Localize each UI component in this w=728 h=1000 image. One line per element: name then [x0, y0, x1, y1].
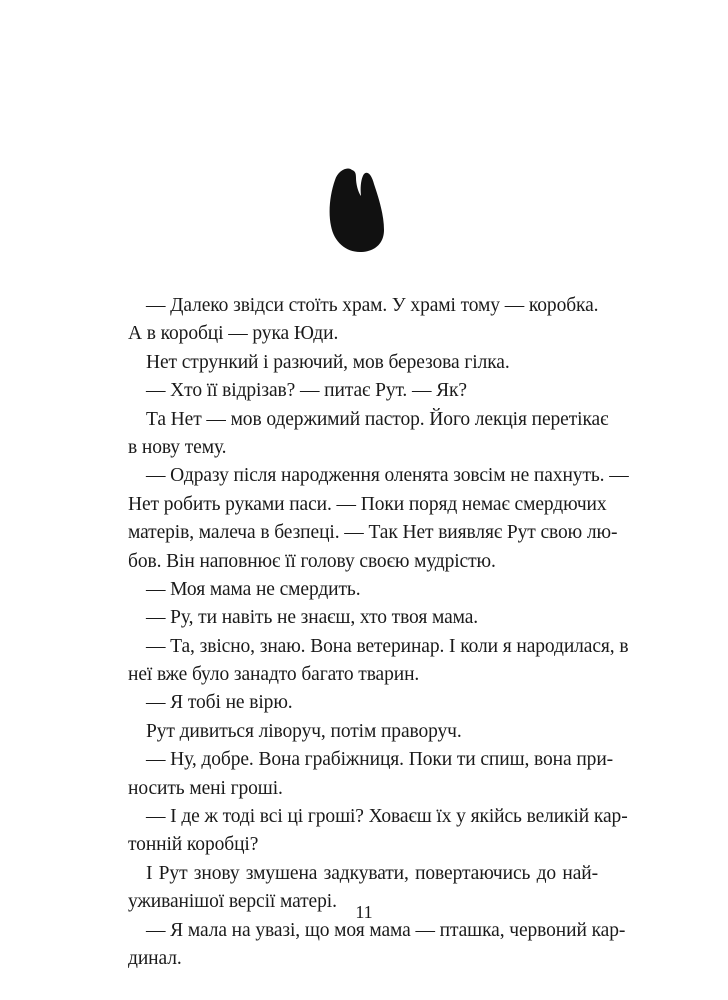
text-line: — Я тобі не вірю. — [146, 692, 293, 714]
text-line: — Ну, добре. Вона грабіжниця. Поки ти спиш, вона при- — [146, 749, 614, 771]
drop-icon — [328, 166, 386, 254]
text-line: — Я мала на увазі, що моя мама — пташка, червоний кар- — [146, 919, 626, 941]
body-text — [128, 292, 629, 973]
text-line: — Хто її відрізав? — питає Рут. — Як? — [146, 380, 467, 402]
text-line: Нет робить руками паси. — Поки поряд немає смердючих — [128, 493, 607, 515]
text-line: носить мені гроші. — [128, 777, 283, 799]
text-line: — Далеко звідси стоїть храм. У храмі тому — коробка. — [146, 295, 599, 316]
text-line: матерів, малеча в безпеці. — Так Нет виявляє Рут свою лю- — [128, 522, 618, 544]
text-line: динал. — [128, 947, 182, 969]
text-line: — І де ж тоді всі ці гроші? Ховаєш їх у якійсь великій кар- — [146, 806, 628, 828]
text-line: неї вже було занадто багато тварин. — [128, 664, 420, 686]
text-line: А в коробці — рука Юди. — [128, 323, 339, 345]
text-line: — Одразу після народження оленята зовсім не пахнуть. — — [146, 465, 629, 487]
text-line: Нет стрункий і разючий, мов березова гілка. — [146, 351, 510, 373]
text-line: Та Нет — мов одержимий пастор. Його лекція перетікає — [146, 408, 609, 430]
text-line: І Рут знову змушена задкувати, повертаючись до най- — [146, 862, 598, 884]
text-line: бов. Він наповнює її голову своєю мудрістю. — [128, 550, 496, 572]
text-line: — Ру, ти навіть не знаєш, хто твоя мама. — [146, 607, 479, 629]
text-line: — Та, звісно, знаю. Вона ветеринар. І коли я народилася, в — [146, 635, 629, 657]
page-number: 11 — [355, 902, 373, 922]
text-line: уживанішої версії матері. — [128, 891, 337, 913]
text-line: тонній коробці? — [128, 834, 259, 856]
text-line: — Моя мама не смердить. — [146, 578, 361, 600]
text-line: в нову тему. — [128, 436, 227, 458]
text-line: Рут дивиться ліворуч, потім праворуч. — [146, 720, 462, 742]
